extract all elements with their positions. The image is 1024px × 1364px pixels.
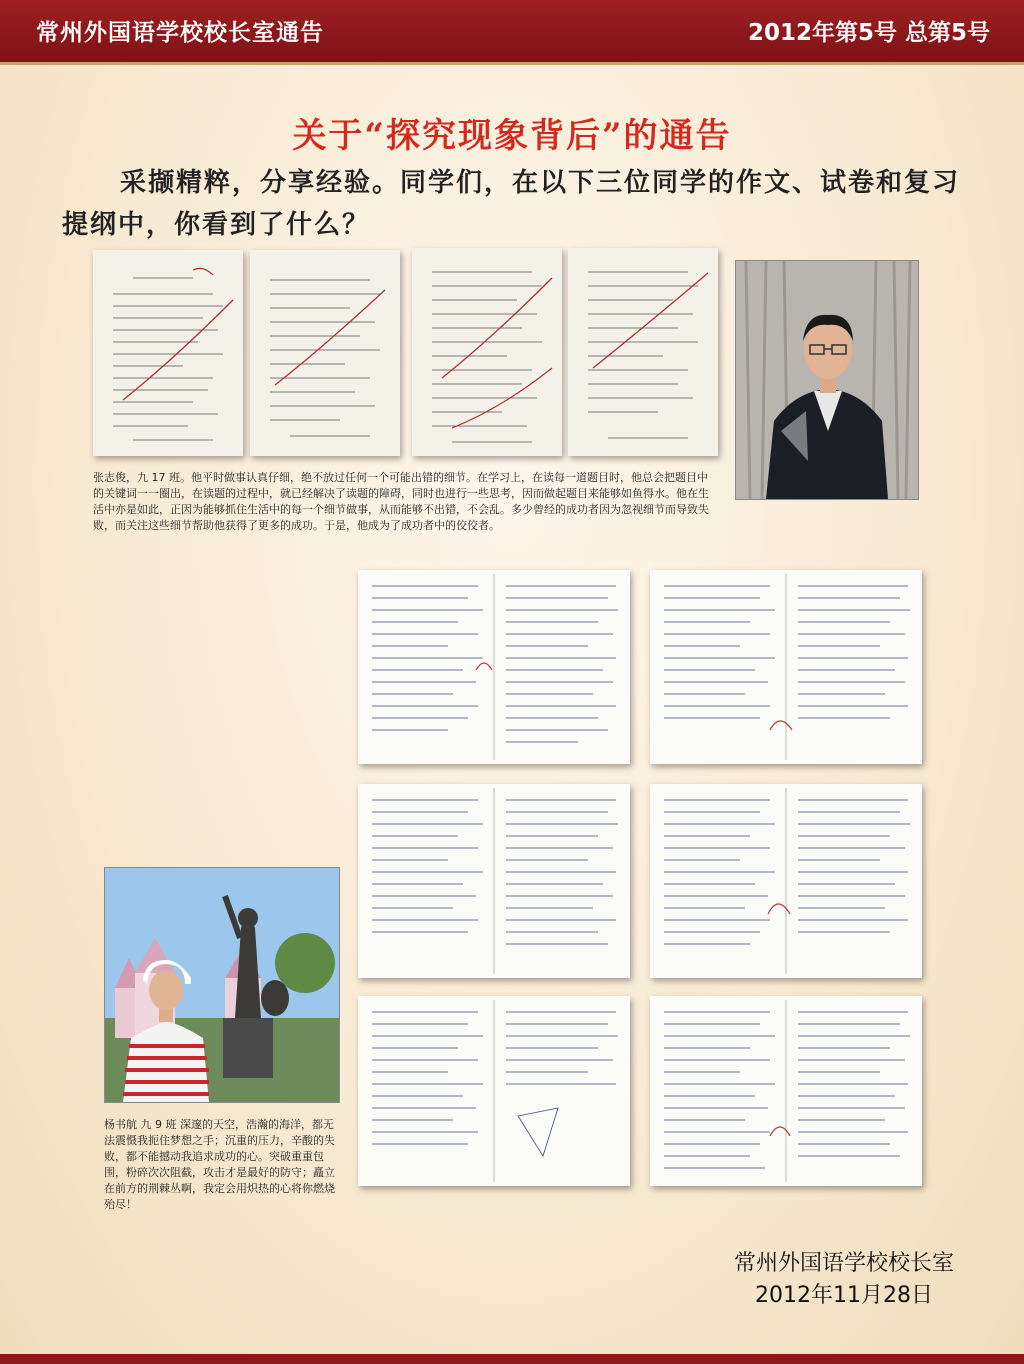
exam-paper-scan <box>93 250 243 456</box>
issue-number: 2012年第5号 总第5号 <box>747 20 990 46</box>
header-banner <box>0 0 1024 65</box>
notebook-scan <box>650 996 922 1186</box>
header-title: 常州外国语学校校长室通告 <box>36 20 324 46</box>
student-photo <box>735 260 919 500</box>
notebook-scan <box>358 784 630 978</box>
footer-bar <box>0 1354 1024 1364</box>
student-photo <box>104 867 340 1103</box>
signature-date: 2012年11月28日 <box>755 1283 933 1308</box>
notice-title: 关于“探究现象背后”的通告 <box>292 116 732 156</box>
notebook-scan <box>650 784 922 978</box>
signature-block <box>734 1248 954 1312</box>
exam-paper-scan <box>568 248 718 456</box>
notice-intro: 采撷精粹，分享经验。同学们，在以下三位同学的作文、试卷和复习提纲中，你看到了什么？ <box>62 168 961 240</box>
exam-paper-scan <box>412 248 562 456</box>
notebook-scan <box>358 996 630 1186</box>
signature-org: 常州外国语学校校长室 <box>733 1251 954 1276</box>
student-caption: 杨书航 九 9 班 深邃的天空，浩瀚的海洋，都无法震慑我扼住梦想之手；沉重的压力，辛酸的失败，都不能撼动我追求成功的心。突破重重包围，粉碎次次阻截，攻击才是最好的防守；矗立在前方的荆棘丛啊，我定会用炽热的心将你燃烧殆尽！ <box>104 1118 335 1211</box>
notebook-scan <box>650 570 922 764</box>
exam-paper-scan <box>250 250 400 456</box>
student-caption: 张志俊，九 17 班。他平时做事认真仔细，绝不放过任何一个可能出错的细节。在学习上，在读每一道题目时，他总会把题目中的关键词一一圈出，在读题的过程中，就已经解决了读题的障碍，同时也进行一些思考，因而做起题目来能够如鱼得水。他在生活中亦是如此，正因为能够抓住生活中的每一个细节做事，从而能够不出错，不会乱。多少曾经的成功者因为忽视细节而导致失败，而关注这些细节帮助他获得了更多的成功。于是，他成为了成功者中的佼佼者。 <box>93 471 709 532</box>
notebook-scan <box>358 570 630 764</box>
